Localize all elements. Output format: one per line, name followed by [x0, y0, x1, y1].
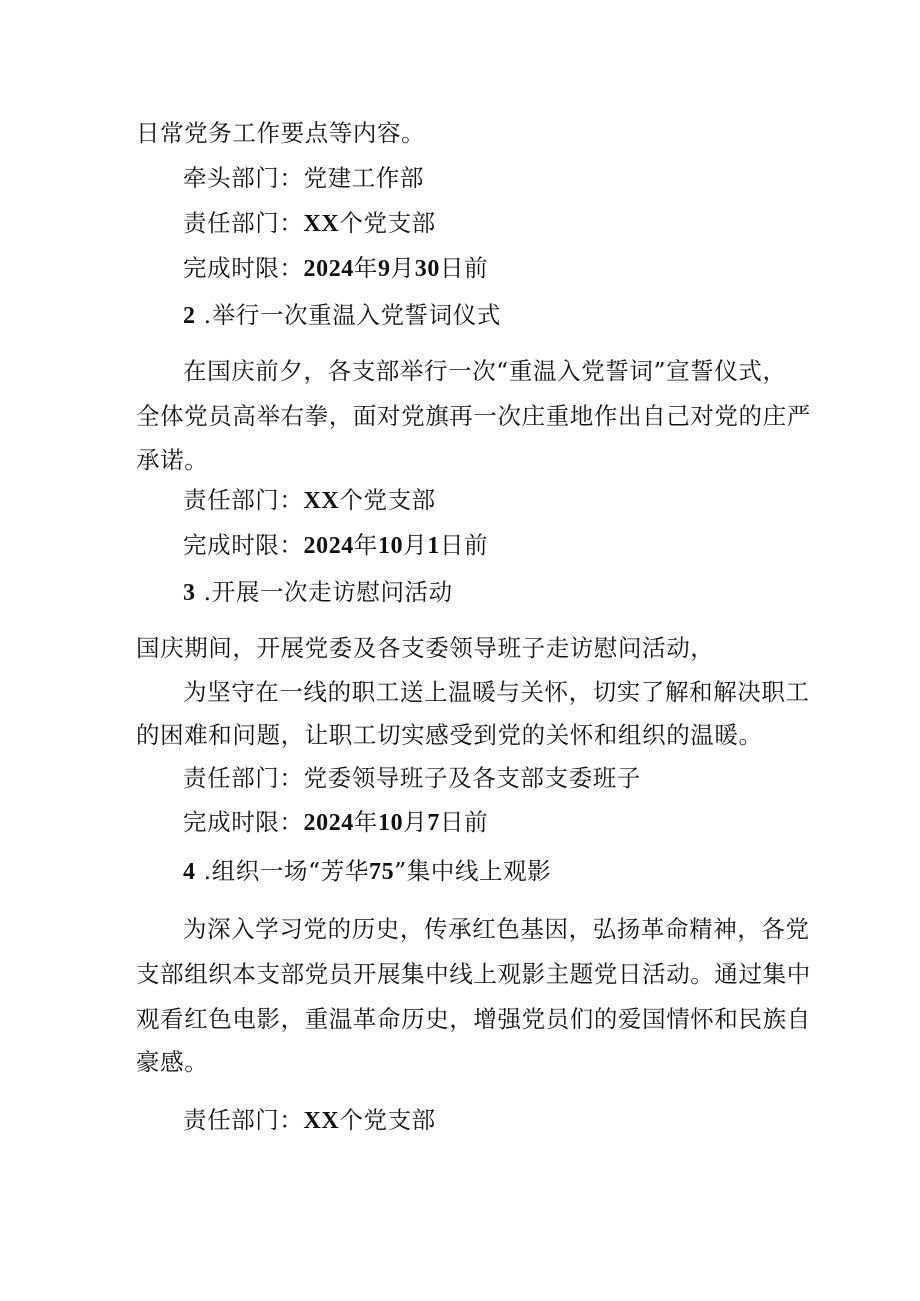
item4-body-line-3: 观看红色电影，重温革命历史，增强党员们的爱国情怀和民族自 [136, 1005, 811, 1033]
item3-body-line-1: 国庆期间，开展党委及各支委领导班子走访慰问活动， [136, 634, 715, 662]
deadline-value: 2024年10月1日前 [303, 531, 489, 559]
item3-body-line-2: 为坚守在一线的职工送上温暖与关怀，切实了解和解决职工 [183, 678, 810, 706]
item2-resp-dept [183, 484, 436, 517]
item1-deadline [183, 252, 488, 285]
item4-body-line-2: 支部组织本支部党员开展集中线上观影主题党日活动。通过集中 [136, 960, 811, 988]
resp-dept-value: XX个党支部 [303, 486, 436, 514]
item1-resp-dept [183, 207, 436, 240]
item1-lead-dept [183, 162, 424, 194]
resp-dept-label: 责任部门： [183, 486, 304, 514]
resp-dept-label: 责任部门： [183, 209, 304, 237]
item2-body-line-2: 全体党员高举右拳，面对党旗再一次庄重地作出自己对党的庄严 [136, 402, 811, 430]
deadline-label: 完成时限： [183, 531, 304, 559]
resp-dept-value: 党委领导班子及各支部支委班子 [303, 764, 641, 792]
item3-deadline [183, 806, 488, 839]
item4-resp-dept [183, 1104, 436, 1137]
item2-body-line-1: 在国庆前夕，各支部举行一次“重温入党誓词”宣誓仪式， [183, 357, 787, 385]
item3-resp-dept [183, 762, 641, 794]
deadline-value: 2024年9月30日前 [303, 254, 489, 282]
item4-heading: 4 .组织一场“芳华75”集中线上观影 [183, 857, 552, 885]
item3-body-line-3: 的困难和问题，让职工切实感受到党的关怀和组织的温暖。 [136, 721, 763, 749]
deadline-value: 2024年10月7日前 [303, 808, 489, 836]
item2-heading: 2 .举行一次重温入党誓词仪式 [183, 301, 501, 329]
intro-tail-text: 日常党务工作要点等内容。 [136, 119, 426, 147]
deadline-label: 完成时限： [183, 254, 304, 282]
item2-deadline [183, 529, 488, 562]
deadline-label: 完成时限： [183, 808, 304, 836]
resp-dept-label: 责任部门： [183, 1106, 304, 1134]
resp-dept-label: 责任部门： [183, 764, 304, 792]
item2-body-line-3: 承诺。 [136, 446, 209, 474]
item4-body-line-1: 为深入学习党的历史，传承红色基因，弘扬革命精神，各党 [183, 915, 810, 943]
lead-dept-label: 牵头部门： [183, 164, 304, 192]
resp-dept-value: XX个党支部 [303, 1106, 436, 1134]
lead-dept-value: 党建工作部 [303, 164, 424, 192]
resp-dept-value: XX个党支部 [303, 209, 436, 237]
item4-body-line-4: 豪感。 [136, 1048, 209, 1076]
item3-heading: 3 .开展一次走访慰问活动 [183, 578, 453, 606]
